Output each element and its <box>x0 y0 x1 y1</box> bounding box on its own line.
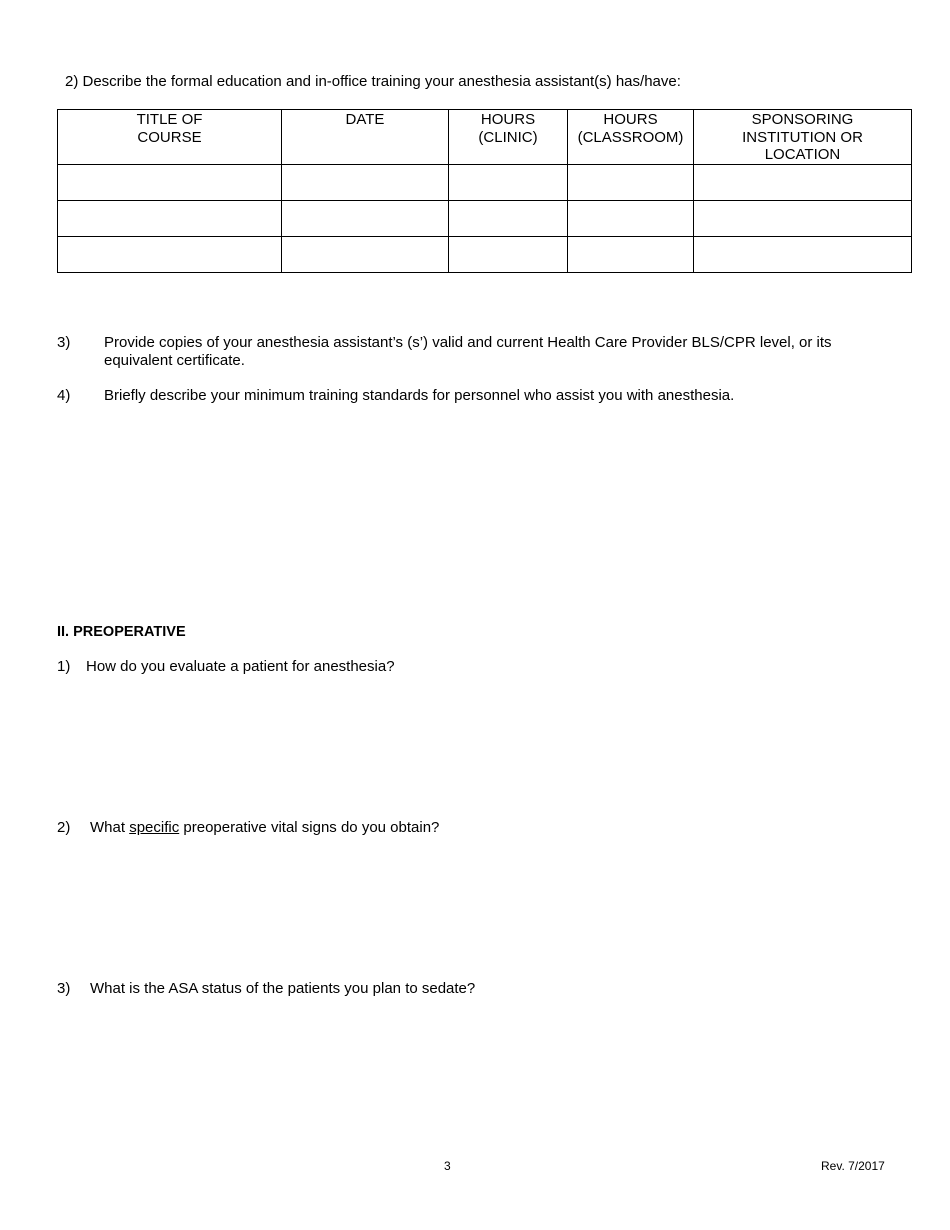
table-header-row <box>58 110 912 165</box>
preop-question-2-suffix: preoperative vital signs do you obtain? <box>179 819 440 836</box>
column-header-sponsoring-institution: SPONSORING INSTITUTION OR LOCATION <box>694 110 912 165</box>
page-number: 3 <box>444 1159 451 1173</box>
table-cell[interactable] <box>694 164 912 200</box>
table-cell[interactable] <box>568 164 694 200</box>
table-cell[interactable] <box>282 164 449 200</box>
column-header-date: DATE <box>282 110 449 165</box>
table-row <box>58 164 912 200</box>
preop-question-1-text: How do you evaluate a patient for anesthesia? <box>86 658 395 675</box>
item-3-text: Provide copies of your anesthesia assistant’s (s’) valid and current Health Care Provider BLS/CPR level, or its equivalent certificate. <box>104 334 832 369</box>
preop-question-2-emphasis: specific <box>129 819 180 836</box>
section-heading-preoperative: II. PREOPERATIVE <box>57 624 186 640</box>
table-cell[interactable] <box>58 200 282 236</box>
preop-question-2-prefix: What <box>90 819 130 836</box>
table-cell[interactable] <box>449 200 568 236</box>
table-cell[interactable] <box>694 236 912 272</box>
table-row <box>58 200 912 236</box>
table-cell[interactable] <box>282 200 449 236</box>
column-header-hours-classroom: HOURS (CLASSROOM) <box>568 110 694 165</box>
question-2-intro: 2) Describe the formal education and in-office training your anesthesia assistant(s) has/have: <box>65 73 681 90</box>
table-row <box>58 236 912 272</box>
column-header-hours-clinic: HOURS (CLINIC) <box>449 110 568 165</box>
table-cell[interactable] <box>58 236 282 272</box>
table-cell[interactable] <box>449 236 568 272</box>
preop-question-1-number: 1) <box>57 658 71 675</box>
preop-question-2-text <box>90 819 439 837</box>
item-4-number: 4) <box>57 387 71 404</box>
table-cell[interactable] <box>568 200 694 236</box>
item-4-text: Briefly describe your minimum training standards for personnel who assist you with anesthesia. <box>104 387 735 404</box>
table-cell[interactable] <box>449 164 568 200</box>
revision-date: Rev. 7/2017 <box>821 1159 885 1173</box>
table-cell[interactable] <box>694 200 912 236</box>
table-cell[interactable] <box>282 236 449 272</box>
table-cell[interactable] <box>58 164 282 200</box>
table-cell[interactable] <box>568 236 694 272</box>
column-header-title-of-course: TITLE OF COURSE <box>58 110 282 165</box>
preop-question-3-number: 3) <box>57 980 71 997</box>
preop-question-2-number: 2) <box>57 819 71 836</box>
item-3-number: 3) <box>57 334 71 351</box>
training-table <box>57 109 912 273</box>
preop-question-3-text: What is the ASA status of the patients you plan to sedate? <box>90 980 476 997</box>
